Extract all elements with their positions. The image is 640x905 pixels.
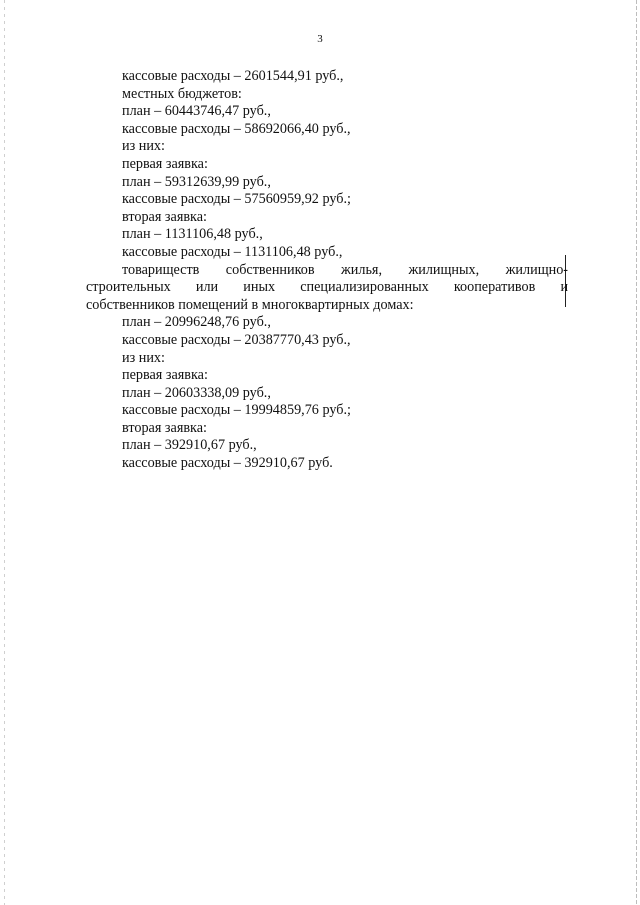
- page-number: 3: [317, 33, 323, 45]
- paragraph-line: [86, 262, 568, 280]
- text-line: местных бюджетов:: [122, 85, 242, 102]
- text-line: вторая заявка:: [122, 419, 207, 436]
- text-line: план – 20996248,76 руб.,: [122, 314, 271, 331]
- text-line: план – 60443746,47 руб.,: [122, 103, 271, 120]
- word: жилищно-: [505, 261, 569, 278]
- text-line: кассовые расходы – 19994859,76 руб.;: [122, 402, 351, 419]
- scan-edge-left: [4, 0, 5, 905]
- paragraph-line: собственников помещений в многоквартирных домах:: [86, 296, 414, 313]
- word: кооперативов: [453, 279, 536, 296]
- word: жилья,: [340, 261, 383, 278]
- text-line: кассовые расходы – 392910,67 руб.: [122, 455, 333, 472]
- text-line: кассовые расходы – 2601544,91 руб.,: [122, 68, 344, 84]
- word: и: [560, 279, 569, 296]
- word: или: [195, 279, 219, 296]
- word: иных: [243, 279, 276, 296]
- text-line: план – 1131106,48 руб.,: [122, 226, 263, 243]
- text-line: кассовые расходы – 20387770,43 руб.,: [122, 331, 351, 348]
- text-line: кассовые расходы – 58692066,40 руб.,: [122, 120, 351, 137]
- text-line: первая заявка:: [122, 367, 208, 384]
- text-line: план – 20603338,09 руб.,: [122, 384, 271, 401]
- text-line: кассовые расходы – 57560959,92 руб.;: [122, 191, 351, 208]
- document-body: [86, 68, 568, 473]
- word: товариществ: [122, 261, 200, 278]
- text-line: кассовые расходы – 1131106,48 руб.,: [122, 243, 343, 260]
- word: жилищных,: [408, 261, 480, 278]
- word: строительных: [86, 279, 171, 296]
- text-line: план – 392910,67 руб.,: [122, 437, 257, 454]
- paragraph-line: [86, 279, 568, 297]
- scan-edge-right: [636, 0, 637, 905]
- text-line: из них:: [122, 349, 165, 366]
- text-line: вторая заявка:: [122, 208, 207, 225]
- word: специализированных: [300, 279, 429, 296]
- text-line: из них:: [122, 138, 165, 155]
- text-line: план – 59312639,99 руб.,: [122, 173, 271, 190]
- text-line: первая заявка:: [122, 155, 208, 172]
- word: собственников: [225, 261, 315, 278]
